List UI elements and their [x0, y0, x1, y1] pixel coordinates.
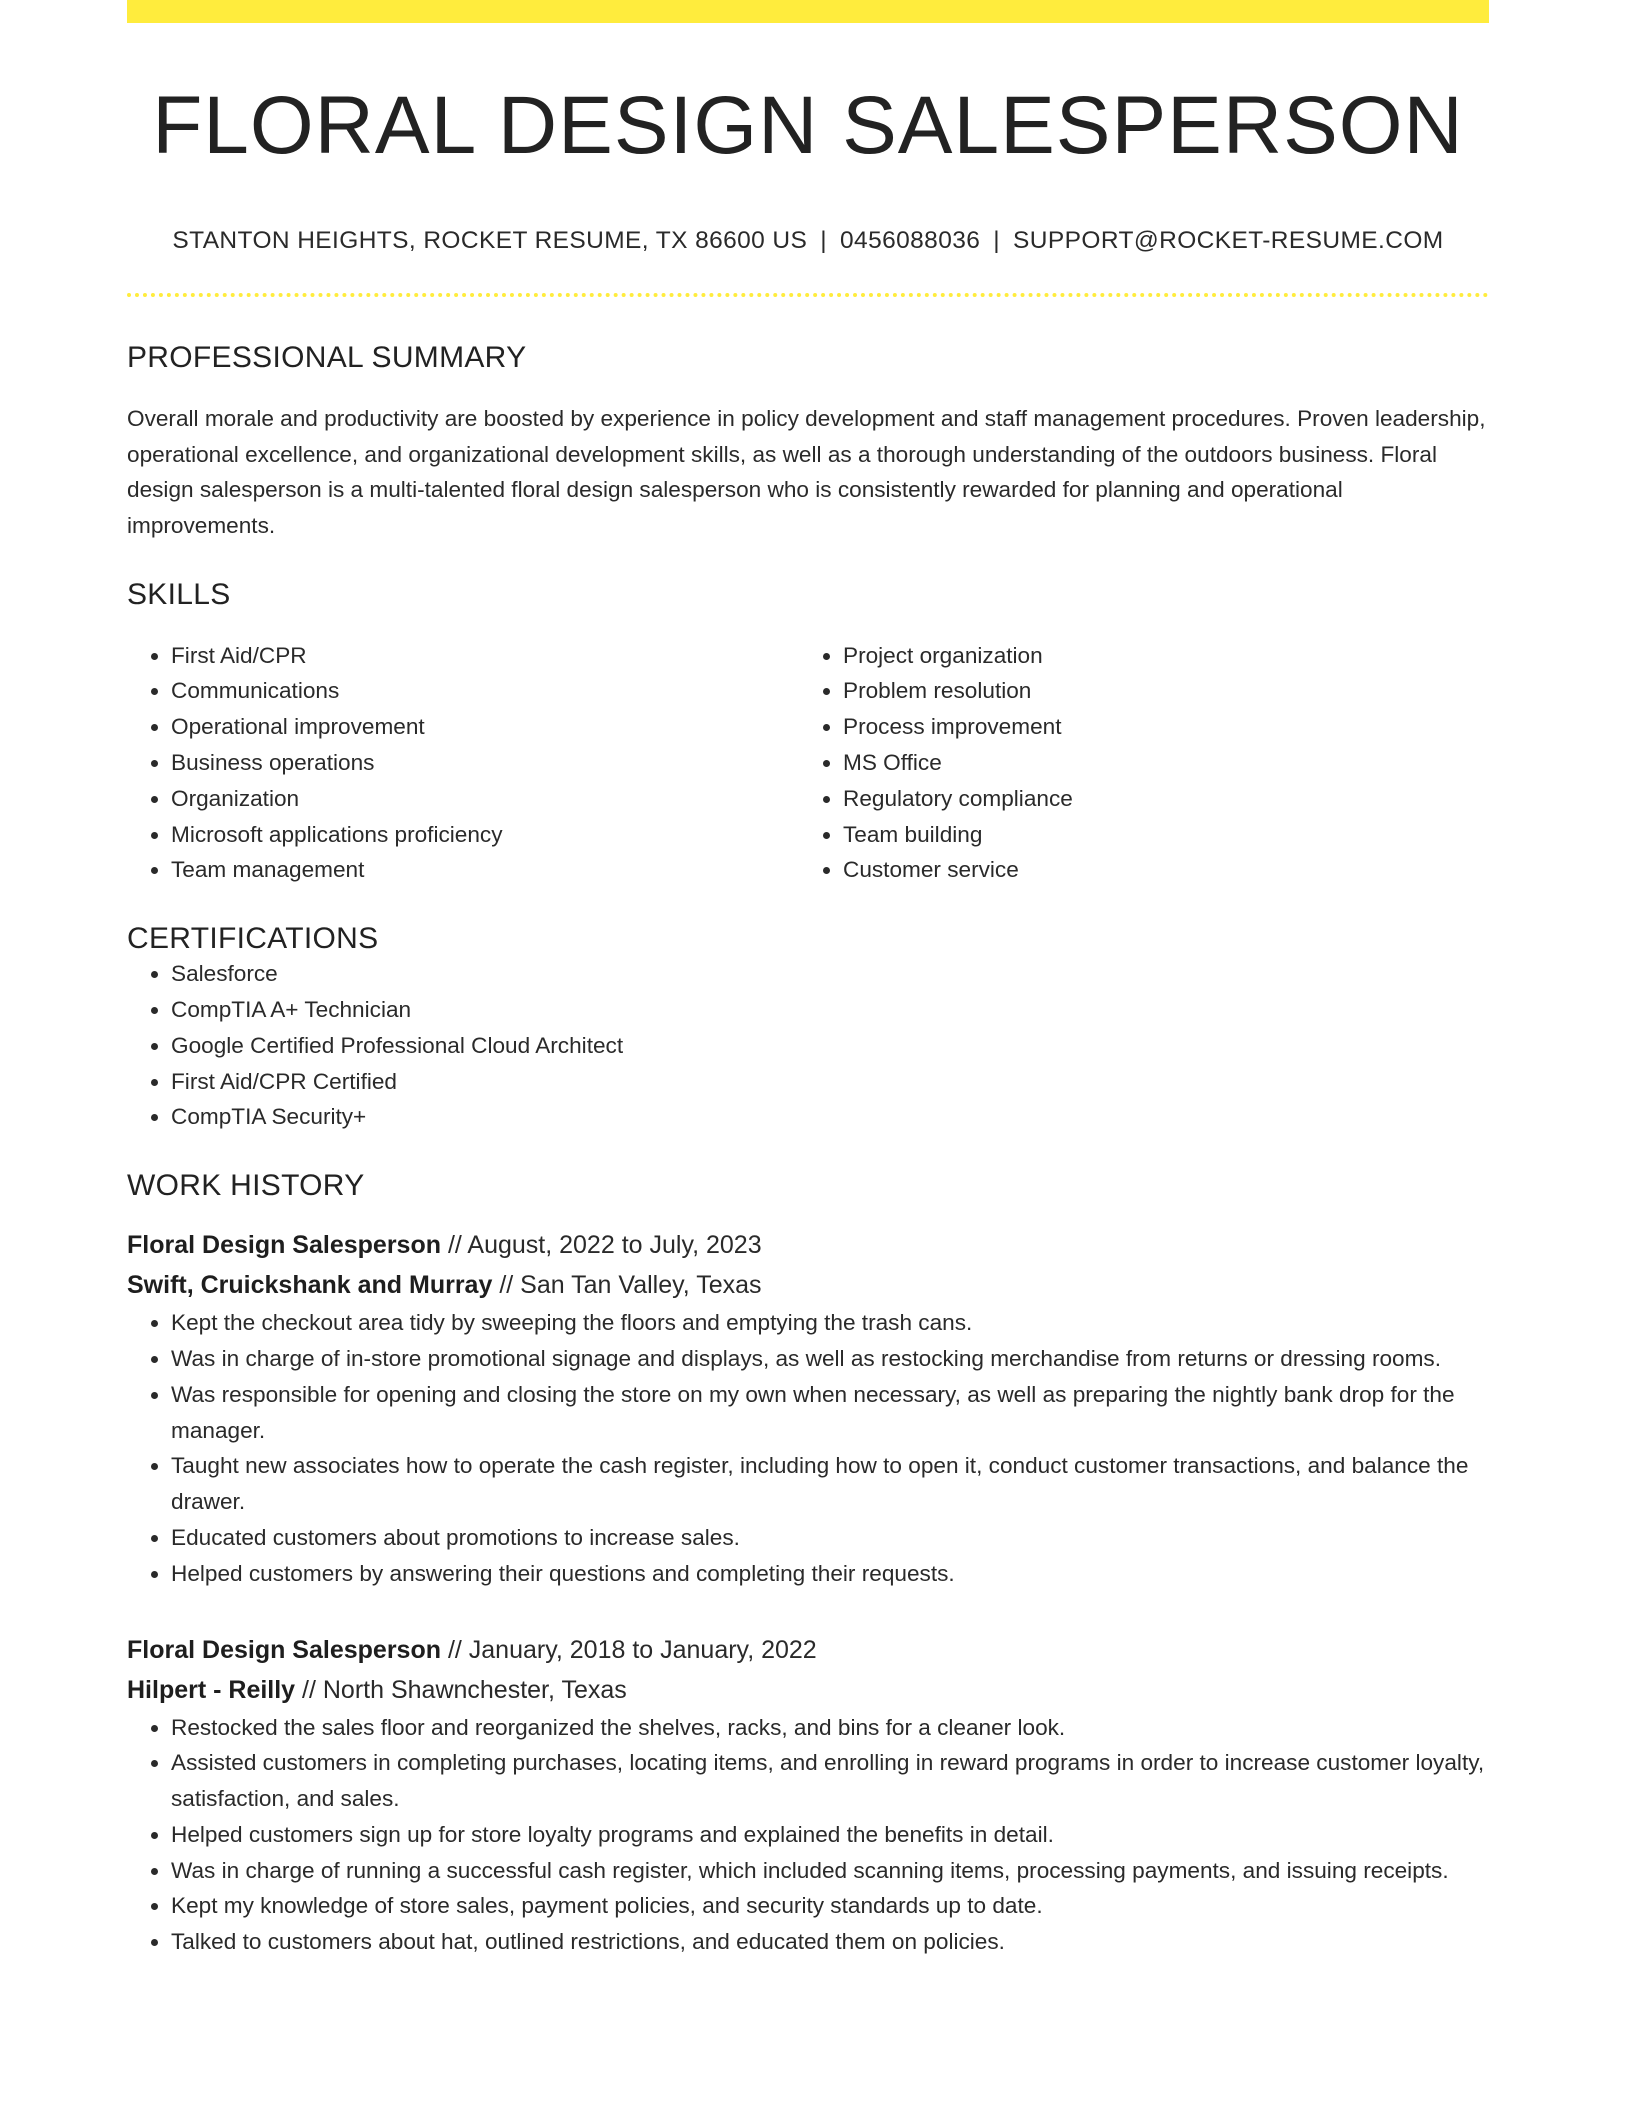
job-duty-item: • Restocked the sales floor and reorganized the shelves, racks, and bins for a cleaner look.: [171, 1710, 1489, 1746]
job-entry: [127, 1225, 1489, 1591]
contact-separator: |: [993, 227, 1001, 255]
skills-column-right: [799, 638, 1471, 889]
skill-item: • MS Office: [843, 745, 1471, 781]
skill-item: • Problem resolution: [843, 673, 1471, 709]
certifications-list: [127, 956, 1489, 1135]
job-title: Floral Design Salesperson: [127, 1231, 441, 1260]
header-divider: [127, 293, 1489, 297]
contact-phone[interactable]: 0456088036: [840, 227, 981, 255]
skill-item: • Business operations: [171, 745, 799, 781]
contact-info: [127, 227, 1489, 255]
job-entry: [127, 1630, 1489, 1961]
work-history-heading: WORK HISTORY: [127, 1169, 365, 1203]
skill-item: • First Aid/CPR: [171, 638, 799, 674]
skill-item: • Microsoft applications proficiency: [171, 817, 799, 853]
job-duty-item: • Was responsible for opening and closing the store on my own when necessary, as well as preparing the nightly bank drop for the manager.: [171, 1377, 1489, 1449]
job-dates: // January, 2018 to January, 2022: [441, 1635, 817, 1664]
skill-item: • Organization: [171, 781, 799, 817]
job-duty-item: • Helped customers by answering their questions and completing their requests.: [171, 1556, 1489, 1592]
resume-page: [127, 0, 1489, 1960]
job-duty-item: • Taught new associates how to operate the cash register, including how to open it, conduct customer transactions, and balance the drawer.: [171, 1448, 1489, 1520]
certification-item: • First Aid/CPR Certified: [171, 1064, 1489, 1100]
skill-item: • Operational improvement: [171, 709, 799, 745]
skill-item: • Customer service: [843, 852, 1471, 888]
job-company-line: [127, 1670, 1489, 1710]
certification-item: • Salesforce: [171, 956, 1489, 992]
contact-address: STANTON HEIGHTS, ROCKET RESUME, TX 86600 US: [172, 227, 808, 255]
summary-text: Overall morale and productivity are boosted by experience in policy development and staff management procedures. Proven leadership, operational excellence, and organizational development skills, as well as a thorough understanding of the outdoors business. Floral design salesperson is a multi-talented floral design salesperson who is consistently rewarded for planning and operational improvements.: [127, 406, 1486, 538]
job-company: Swift, Cruickshank and Murray: [127, 1271, 493, 1300]
certification-item: • CompTIA Security+: [171, 1099, 1489, 1135]
job-title-line: [127, 1630, 1489, 1670]
certification-item: • CompTIA A+ Technician: [171, 992, 1489, 1028]
contact-separator: |: [820, 227, 828, 255]
certifications-heading: CERTIFICATIONS: [127, 922, 379, 956]
job-location: // San Tan Valley, Texas: [492, 1271, 762, 1300]
job-duties-list: [127, 1305, 1489, 1591]
skills-list-right: [799, 638, 1471, 889]
skill-item: • Communications: [171, 673, 799, 709]
job-duty-item: • Was in charge of running a successful cash register, which included scanning items, processing payments, and issuing receipts.: [171, 1853, 1489, 1889]
skill-item: • Team management: [171, 852, 799, 888]
job-duty-item: • Kept the checkout area tidy by sweeping the floors and emptying the trash cans.: [171, 1305, 1489, 1341]
job-title-line: [127, 1225, 1489, 1265]
skills-heading: SKILLS: [127, 577, 231, 611]
job-duty-item: • Was in charge of in-store promotional signage and displays, as well as restocking merchandise from returns or dressing rooms.: [171, 1341, 1489, 1377]
skill-item: • Project organization: [843, 638, 1471, 674]
job-duty-item: • Kept my knowledge of store sales, payment policies, and security standards up to date.: [171, 1888, 1489, 1924]
job-dates: // August, 2022 to July, 2023: [441, 1231, 762, 1260]
skill-item: • Team building: [843, 817, 1471, 853]
skill-item: • Regulatory compliance: [843, 781, 1471, 817]
skills-columns: [127, 638, 1489, 889]
job-duty-item: • Talked to customers about hat, outlined restrictions, and educated them on policies.: [171, 1924, 1489, 1960]
job-duties-list: [127, 1710, 1489, 1961]
certification-item: • Google Certified Professional Cloud Architect: [171, 1028, 1489, 1064]
summary-heading: PROFESSIONAL SUMMARY: [127, 341, 527, 375]
job-duty-item: • Educated customers about promotions to increase sales.: [171, 1520, 1489, 1556]
skills-list-left: [127, 638, 799, 889]
job-location: // North Shawnchester, Texas: [295, 1675, 627, 1704]
job-duty-item: • Helped customers sign up for store loyalty programs and explained the benefits in detail.: [171, 1817, 1489, 1853]
resume-title: FLORAL DESIGN SALESPERSON: [152, 80, 1464, 171]
skill-item: • Process improvement: [843, 709, 1471, 745]
job-company: Hilpert - Reilly: [127, 1675, 296, 1704]
job-duty-item: • Assisted customers in completing purchases, locating items, and enrolling in reward programs in order to increase customer loyalty, satisfaction, and sales.: [171, 1745, 1489, 1817]
skills-column-left: [127, 638, 799, 889]
job-title: Floral Design Salesperson: [127, 1635, 441, 1664]
job-company-line: [127, 1265, 1489, 1305]
accent-top-bar: [127, 0, 1489, 23]
contact-email[interactable]: SUPPORT@ROCKET-RESUME.COM: [1013, 227, 1444, 255]
